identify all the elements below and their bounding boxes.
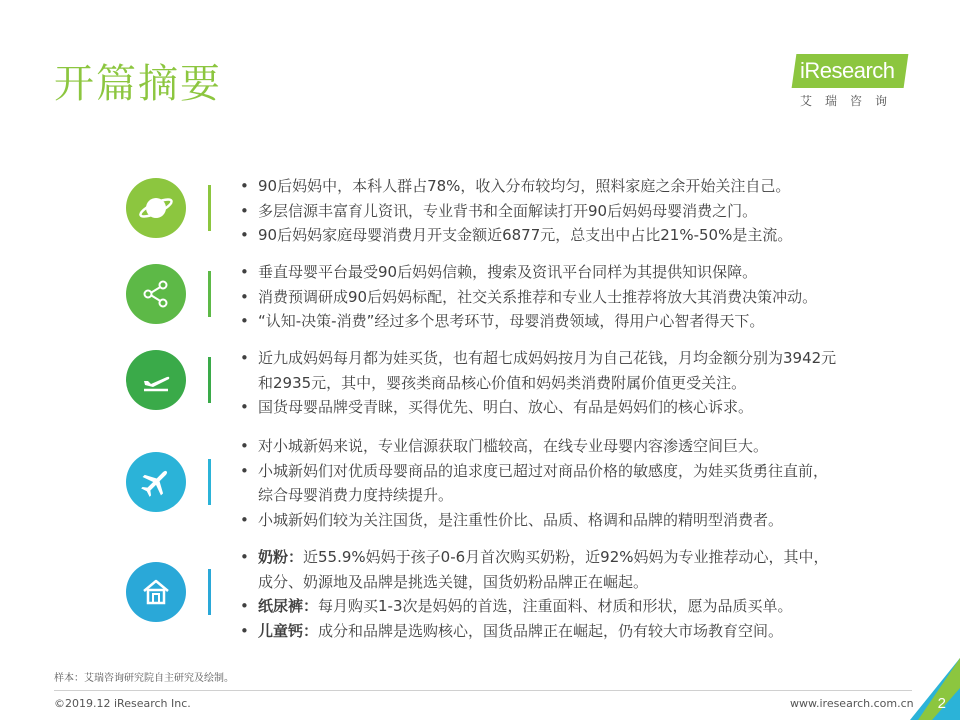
section-divider bbox=[208, 459, 211, 505]
page-number: 2 bbox=[937, 695, 946, 712]
bullet-item: • 垂直母婴平台最受90后妈妈信赖，搜索及资讯平台同样为其提供知识保障。 bbox=[240, 260, 840, 285]
bullet-item: • 小城新妈们较为关注国货，是注重性价比、品质、格调和品牌的精明型消费者。 bbox=[240, 508, 840, 533]
takeoff-icon bbox=[126, 350, 186, 410]
bullet-list bbox=[240, 260, 840, 334]
page-title: 开篇摘要 bbox=[54, 61, 222, 107]
bullet-list bbox=[240, 434, 840, 532]
corner-decoration bbox=[910, 658, 960, 720]
section-divider bbox=[208, 185, 211, 231]
bullet-item: • 近九成妈妈每月都为娃买货，也有超七成妈妈按月为自己花钱，月均金额分别为3942元和2935元，其中，婴孩类商品核心价值和妈妈类消费附属价值更受关注。 bbox=[240, 346, 840, 395]
section-divider bbox=[208, 357, 211, 403]
bullet-item: • 小城新妈们对优质母婴商品的追求度已超过对商品价格的敏感度，为娃买货勇往直前，综合母婴消费力度持续提升。 bbox=[240, 459, 840, 508]
bullet-item: • 奶粉：近55.9%妈妈于孩子0-6月首次购买奶粉，近92%妈妈为专业推荐动心，其中，成分、奶源地及品牌是挑选关键，国货奶粉品牌正在崛起。 bbox=[240, 545, 840, 594]
section-divider bbox=[208, 569, 211, 615]
bullet-item: • “认知-决策-消费”经过多个思考环节，母婴消费领域，得用户心智者得天下。 bbox=[240, 309, 840, 334]
airplane-icon bbox=[126, 452, 186, 512]
bullet-item: • 纸尿裤：每月购买1-3次是妈妈的首选，注重面料、材质和形状，愿为品质买单。 bbox=[240, 594, 840, 619]
source-note: 样本：艾瑞咨询研究院自主研究及绘制。 bbox=[54, 673, 234, 684]
bullet-item: • 对小城新妈来说，专业信源获取门槛较高，在线专业母婴内容渗透空间巨大。 bbox=[240, 434, 840, 459]
planet-icon bbox=[126, 178, 186, 238]
section-divider bbox=[208, 271, 211, 317]
share-icon bbox=[126, 264, 186, 324]
logo-text: iResearch bbox=[800, 58, 895, 83]
bullet-list bbox=[240, 346, 840, 420]
footer-divider bbox=[54, 690, 912, 691]
iresearch-logo bbox=[790, 48, 920, 110]
bullet-item: • 90后妈妈中，本科人群占78%，收入分布较均匀，照料家庭之余开始关注自己。 bbox=[240, 174, 840, 199]
home-icon bbox=[126, 562, 186, 622]
logo-subtitle: 艾瑞咨询 bbox=[800, 94, 901, 108]
bullet-item: • 消费预调研成90后妈妈标配，社交关系推荐和专业人士推荐将放大其消费决策冲动。 bbox=[240, 285, 840, 310]
copyright: ©2019.12 iResearch Inc. bbox=[54, 697, 191, 710]
bullet-item: • 多层信源丰富育儿资讯，专业背书和全面解读打开90后妈妈母婴消费之门。 bbox=[240, 199, 840, 224]
website-link[interactable]: www.iresearch.com.cn bbox=[790, 697, 914, 710]
bullet-item: • 儿童钙：成分和品牌是选购核心，国货品牌正在崛起，仍有较大市场教育空间。 bbox=[240, 619, 840, 644]
bullet-item: • 90后妈妈家庭母婴消费月开支金额近6877元，总支出中占比21%-50%是主流。 bbox=[240, 223, 840, 248]
bullet-list bbox=[240, 174, 840, 248]
bullet-list bbox=[240, 545, 840, 643]
bullet-item: • 国货母婴品牌受青睐，买得优先、明白、放心、有品是妈妈们的核心诉求。 bbox=[240, 395, 840, 420]
